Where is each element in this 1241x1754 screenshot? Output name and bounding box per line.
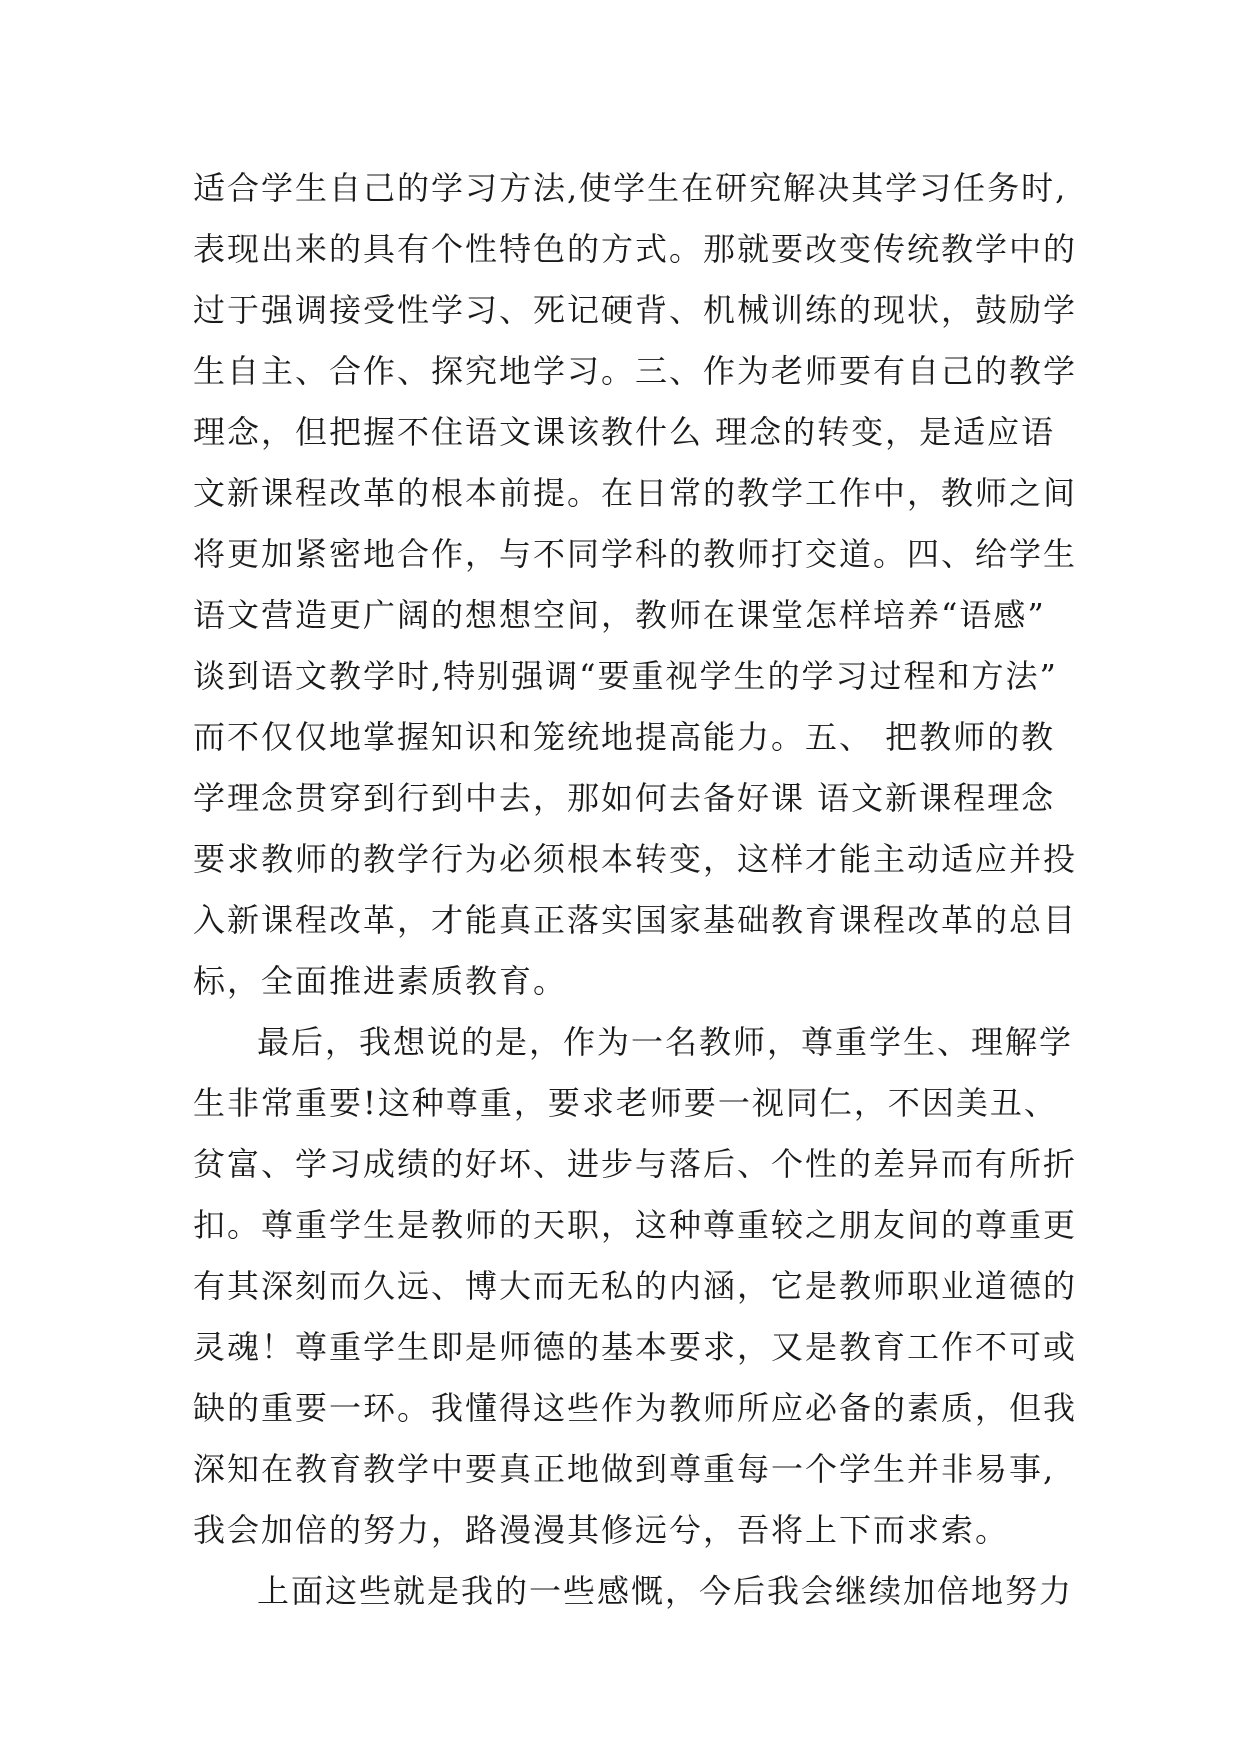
text-line: 标，全面推进素质教育。 — [193, 962, 568, 1000]
text-line: 深知在教育教学中要真正地做到尊重每一个学生并非易事, — [193, 1450, 1056, 1488]
text-line: 有其深刻而久远、博大而无私的内涵，它是教师职业道德的 — [193, 1267, 1078, 1305]
text-line: 扣。尊重学生是教师的天职，这种尊重较之朋友间的尊重更 — [193, 1206, 1078, 1244]
text-line: 灵魂！尊重学生即是师德的基本要求，又是教育工作不可或 — [193, 1328, 1078, 1366]
text-line: 过于强调接受性学习、死记硬背、机械训练的现状，鼓励学 — [193, 291, 1078, 329]
text-line: 谈到语文教学时,特别强调“要重视学生的学习过程和方法” — [193, 657, 1058, 695]
body-text — [193, 158, 1093, 1622]
text-line: 语文营造更广阔的想想空间，教师在课堂怎样培养“语感” — [193, 596, 1046, 634]
text-line: 缺的重要一环。我懂得这些作为教师所应必备的素质，但我 — [193, 1389, 1078, 1427]
paragraph-start-line: 最后，我想说的是，作为一名教师，尊重学生、理解学 — [257, 1023, 1074, 1061]
text-line: 表现出来的具有个性特色的方式。那就要改变传统教学中的 — [193, 230, 1078, 268]
text-line: 要求教师的教学行为必须根本转变，这样才能主动适应并投 — [193, 840, 1078, 878]
text-line: 入新课程改革，才能真正落实国家基础教育课程改革的总目 — [193, 901, 1078, 939]
paragraph-start-line: 上面这些就是我的一些感慨，今后我会继续加倍地努力 — [257, 1572, 1074, 1610]
text-line: 生非常重要!这种尊重，要求老师要一视同仁，不因美丑、 — [193, 1084, 1058, 1122]
text-line: 将更加紧密地合作，与不同学科的教师打交道。四、给学生 — [193, 535, 1078, 573]
text-line: 而不仅仅地掌握知识和笼统地提高能力。五、 把教师的教 — [193, 718, 1056, 756]
text-line: 适合学生自己的学习方法,使学生在研究解决其学习任务时, — [193, 169, 1068, 207]
text-line: 贫富、学习成绩的好坏、进步与落后、个性的差异而有所折 — [193, 1145, 1078, 1183]
text-line: 学理念贯穿到行到中去，那如何去备好课 语文新课程理念 — [193, 779, 1056, 817]
text-line: 理念，但把握不住语文课该教什么 理念的转变，是适应语 — [193, 413, 1056, 451]
text-line: 我会加倍的努力，路漫漫其修远兮，吾将上下而求索。 — [193, 1511, 1010, 1549]
text-line: 文新课程改革的根本前提。在日常的教学工作中，教师之间 — [193, 474, 1078, 512]
text-line: 生自主、合作、探究地学习。三、作为老师要有自己的教学 — [193, 352, 1078, 390]
